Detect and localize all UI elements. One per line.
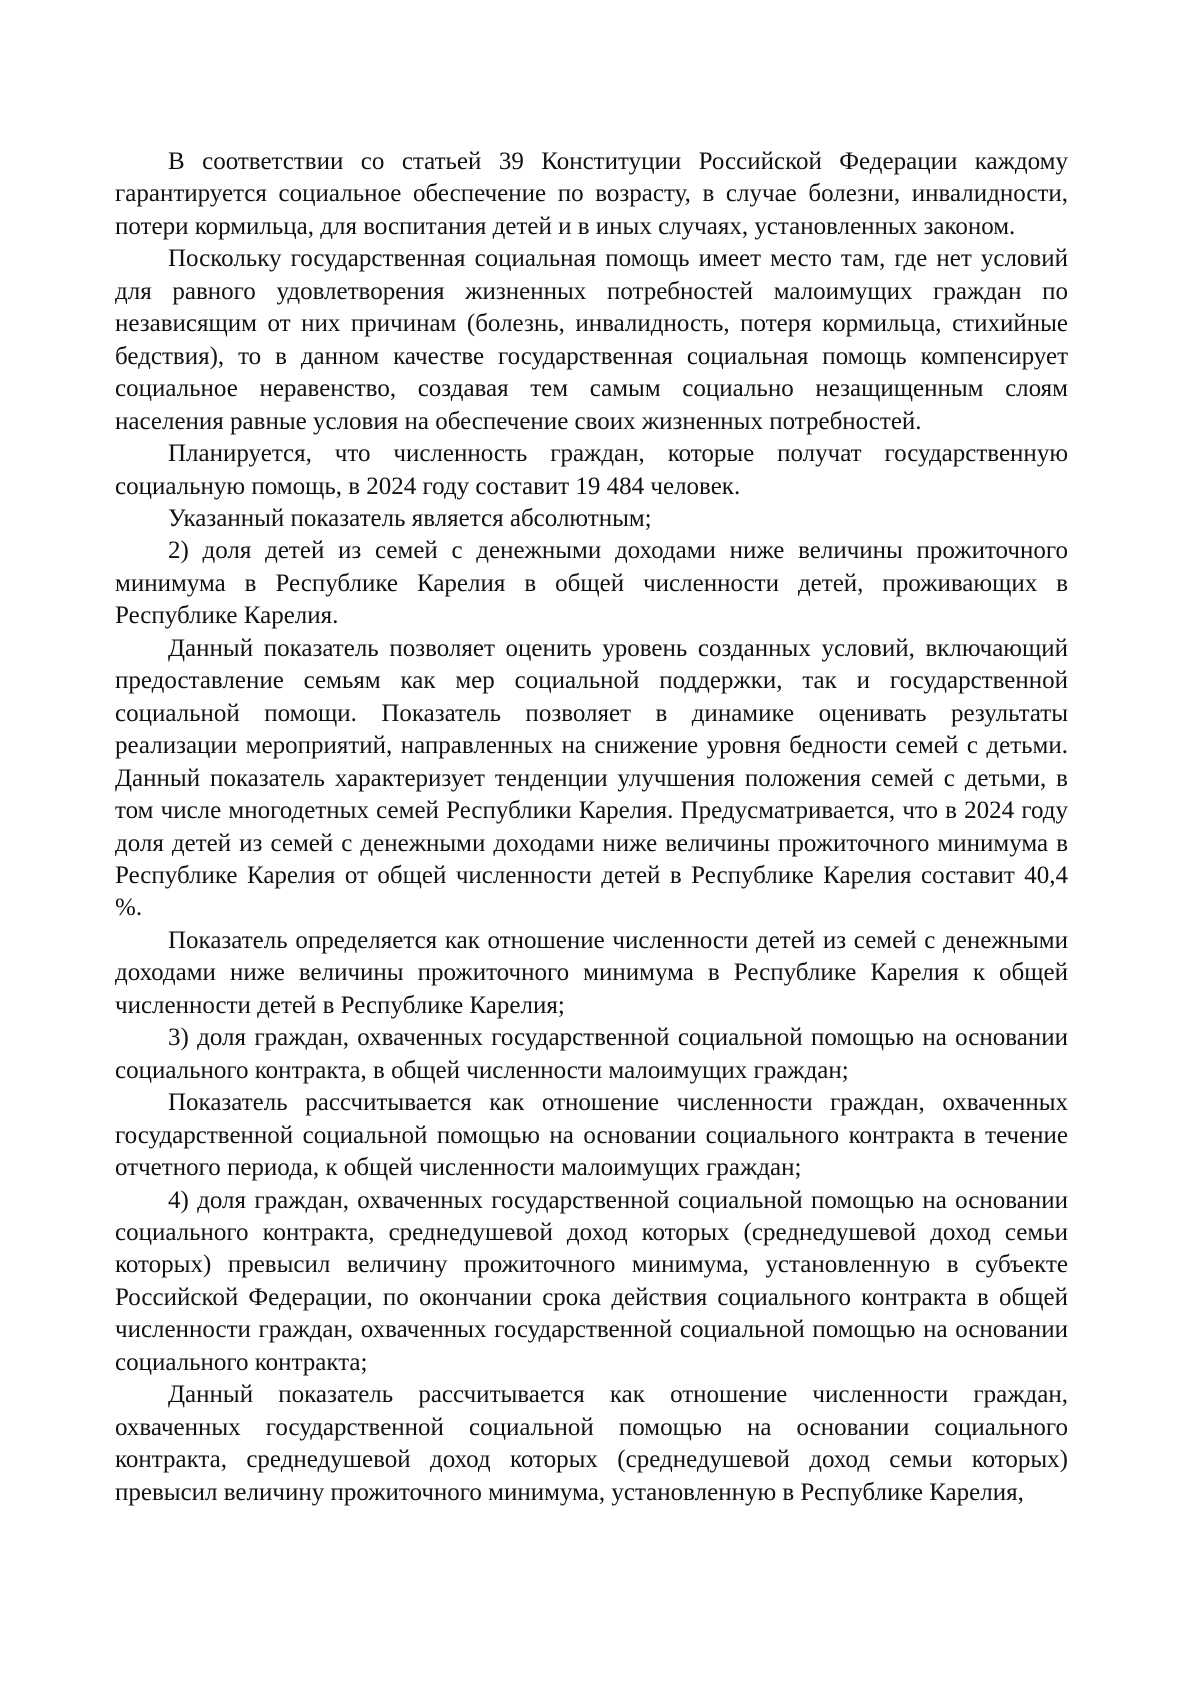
- paragraph-indicator-2-method: Показатель определяется как отношение численности детей из семей с денежными доходами ниже величины прожиточного минимума в Республике Карелия к общей численности детей в Республике Карелия;: [115, 926, 1068, 1019]
- paragraph-indicator-4: 4) доля граждан, охваченных государственной социальной помощью на основании социального контракта, среднедушевой доход которых (среднедушевой доход семьи которых) превысил величину прожиточного минимума, установленную в субъекте Российской Федерации, по окончании срока действия социального контракта в общей численности граждан, охваченных государственной социальной помощью на основании социального контракта;: [115, 1186, 1068, 1376]
- paragraph-social-assistance-purpose: Поскольку государственная социальная помощь имеет место там, где нет условий для равного удовлетворения жизненных потребностей малоимущих граждан по независящим от них причинам (болезнь, инвалидность, потеря кормильца, стихийные бедствия), то в данном качестве государственная социальная помощь компенсирует социальное неравенство, создавая тем самым социально незащищенным слоям населения равные условия на обеспечение своих жизненных потребностей.: [115, 245, 1068, 435]
- paragraph-indicator-absolute: Указанный показатель является абсолютным;: [168, 504, 652, 532]
- paragraph-indicator-3: 3) доля граждан, охваченных государственной социальной помощью на основании социального контракта, в общей численности малоимущих граждан;: [115, 1024, 1068, 1084]
- paragraph-indicator-2: 2) доля детей из семей с денежными доходами ниже величины прожиточного минимума в Республике Карелия в общей численности детей, проживающих в Республике Карелия.: [115, 537, 1068, 630]
- paragraph-constitution-article: В соответствии со статьей 39 Конституции Российской Федерации каждому гарантируется социальное обеспечение по возрасту, в случае болезни, инвалидности, потери кормильца, для воспитания детей и в иных случаях, установленных законом.: [115, 148, 1068, 240]
- paragraph-indicator-2-description: Данный показатель позволяет оценить уровень созданных условий, включающий предоставление семьям как мер социальной поддержки, так и государственной социальной помощи. Показатель позволяет в динамике оценивать результаты реализации мероприятий, направленных на снижение уровня бедности семей с детьми. Данный показатель характеризует тенденции улучшения положения семей с детьми, в том числе многодетных семей Республики Карелия. Предусматривается, что в 2024 году доля детей из семей с денежными доходами ниже величины прожиточного минимума в Республике Карелия от общей численности детей в Республике Карелия составит 40,4 %.: [115, 634, 1068, 922]
- paragraph-indicator-3-method: Показатель рассчитывается как отношение численности граждан, охваченных государственной социальной помощью на основании социального контракта в течение отчетного периода, к общей численности малоимущих граждан;: [115, 1089, 1068, 1182]
- document-body: [115, 146, 1068, 1509]
- paragraph-indicator-4-method: Данный показатель рассчитывается как отношение численности граждан, охваченных государственной социальной помощью на основании социального контракта, среднедушевой доход которых (среднедушевой доход семьи которых) превысил величину прожиточного минимума, установленную в Республике Карелия,: [115, 1381, 1068, 1506]
- paragraph-recipients-forecast: Планируется, что численность граждан, которые получат государственную социальную помощь, в 2024 году составит 19 484 человек.: [115, 440, 1068, 500]
